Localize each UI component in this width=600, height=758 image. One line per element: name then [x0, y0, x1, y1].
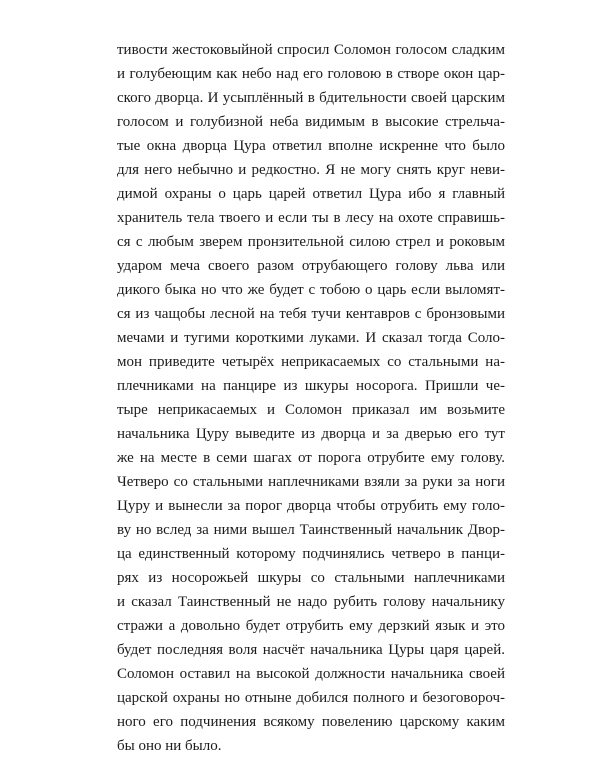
- body-text: [117, 38, 505, 758]
- text-line: ся с любым зверем пронзительной силою стрел и роковым: [117, 234, 505, 250]
- text-line: тивости жестоковыйной спросил Соломон голосом сладким: [117, 42, 505, 58]
- text-line: тыре неприкасаемых и Соломон приказал им возьмите: [117, 402, 505, 418]
- text-line: мечами и тугими короткими луками. И сказал тогда Соло-: [117, 330, 505, 346]
- text-line: ца единственный которому подчинялись четверо в панци-: [117, 546, 505, 562]
- text-line: и сказал Таинственный не надо рубить голову начальнику: [117, 594, 505, 610]
- text-line: и голубеющим как небо над его головою в створе окон цар-: [117, 66, 505, 82]
- text-line: рях из носорожьей шкуры со стальными наплечниками: [117, 570, 505, 586]
- text-line: хранитель тела твоего и если ты в лесу на охоте справишь-: [117, 210, 505, 226]
- text-line: же на месте в семи шагах от порога отрубите ему голову.: [117, 450, 505, 466]
- text-line: плечниками на панцире из шкуры носорога. Пришли че-: [117, 378, 505, 394]
- text-line: Четверо со стальными наплечниками взяли за руки за ноги: [117, 474, 505, 490]
- text-line-last: бы оно ни было.: [117, 738, 222, 754]
- text-line: мон приведите четырёх неприкасаемых со стальными на-: [117, 354, 505, 370]
- text-line: ву но вслед за ними вышел Таинственный начальник Двор-: [117, 522, 505, 538]
- text-line: стражи а довольно будет отрубить ему дерзкий язык и это: [117, 618, 505, 634]
- text-line: тые окна дворца Цура ответил вполне искренне что было: [117, 138, 505, 154]
- text-line: ударом меча своего разом отрубающего голову льва или: [117, 258, 505, 274]
- text-line: ского дворца. И усыплённый в бдительности своей царским: [117, 90, 505, 106]
- text-line: Соломон оставил на высокой должности начальника своей: [117, 666, 505, 682]
- text-line: будет последняя воля насчёт начальника Цуры царя царей.: [117, 642, 505, 658]
- text-line: ного его подчинения всякому повелению царскому каким: [117, 714, 505, 730]
- text-line: для него небычно и редкостно. Я не могу снять круг неви-: [117, 162, 505, 178]
- text-line: начальника Цуру выведите из дворца и за дверью его тут: [117, 426, 505, 442]
- text-line: ся из чащобы лесной на тебя тучи кентавров с бронзовыми: [117, 306, 505, 322]
- text-line: дикого быка но что же будет с тобою о царь если выломят-: [117, 282, 505, 298]
- text-line: голосом и голубизной неба видимым в высокие стрельча-: [117, 114, 505, 130]
- text-line: царской охраны но отныне добился полного и безоговороч-: [117, 690, 505, 706]
- text-line: Цуру и вынесли за порог дворца чтобы отрубить ему голо-: [117, 498, 505, 514]
- text-line: димой охраны о царь царей ответил Цура ибо я главный: [117, 186, 505, 202]
